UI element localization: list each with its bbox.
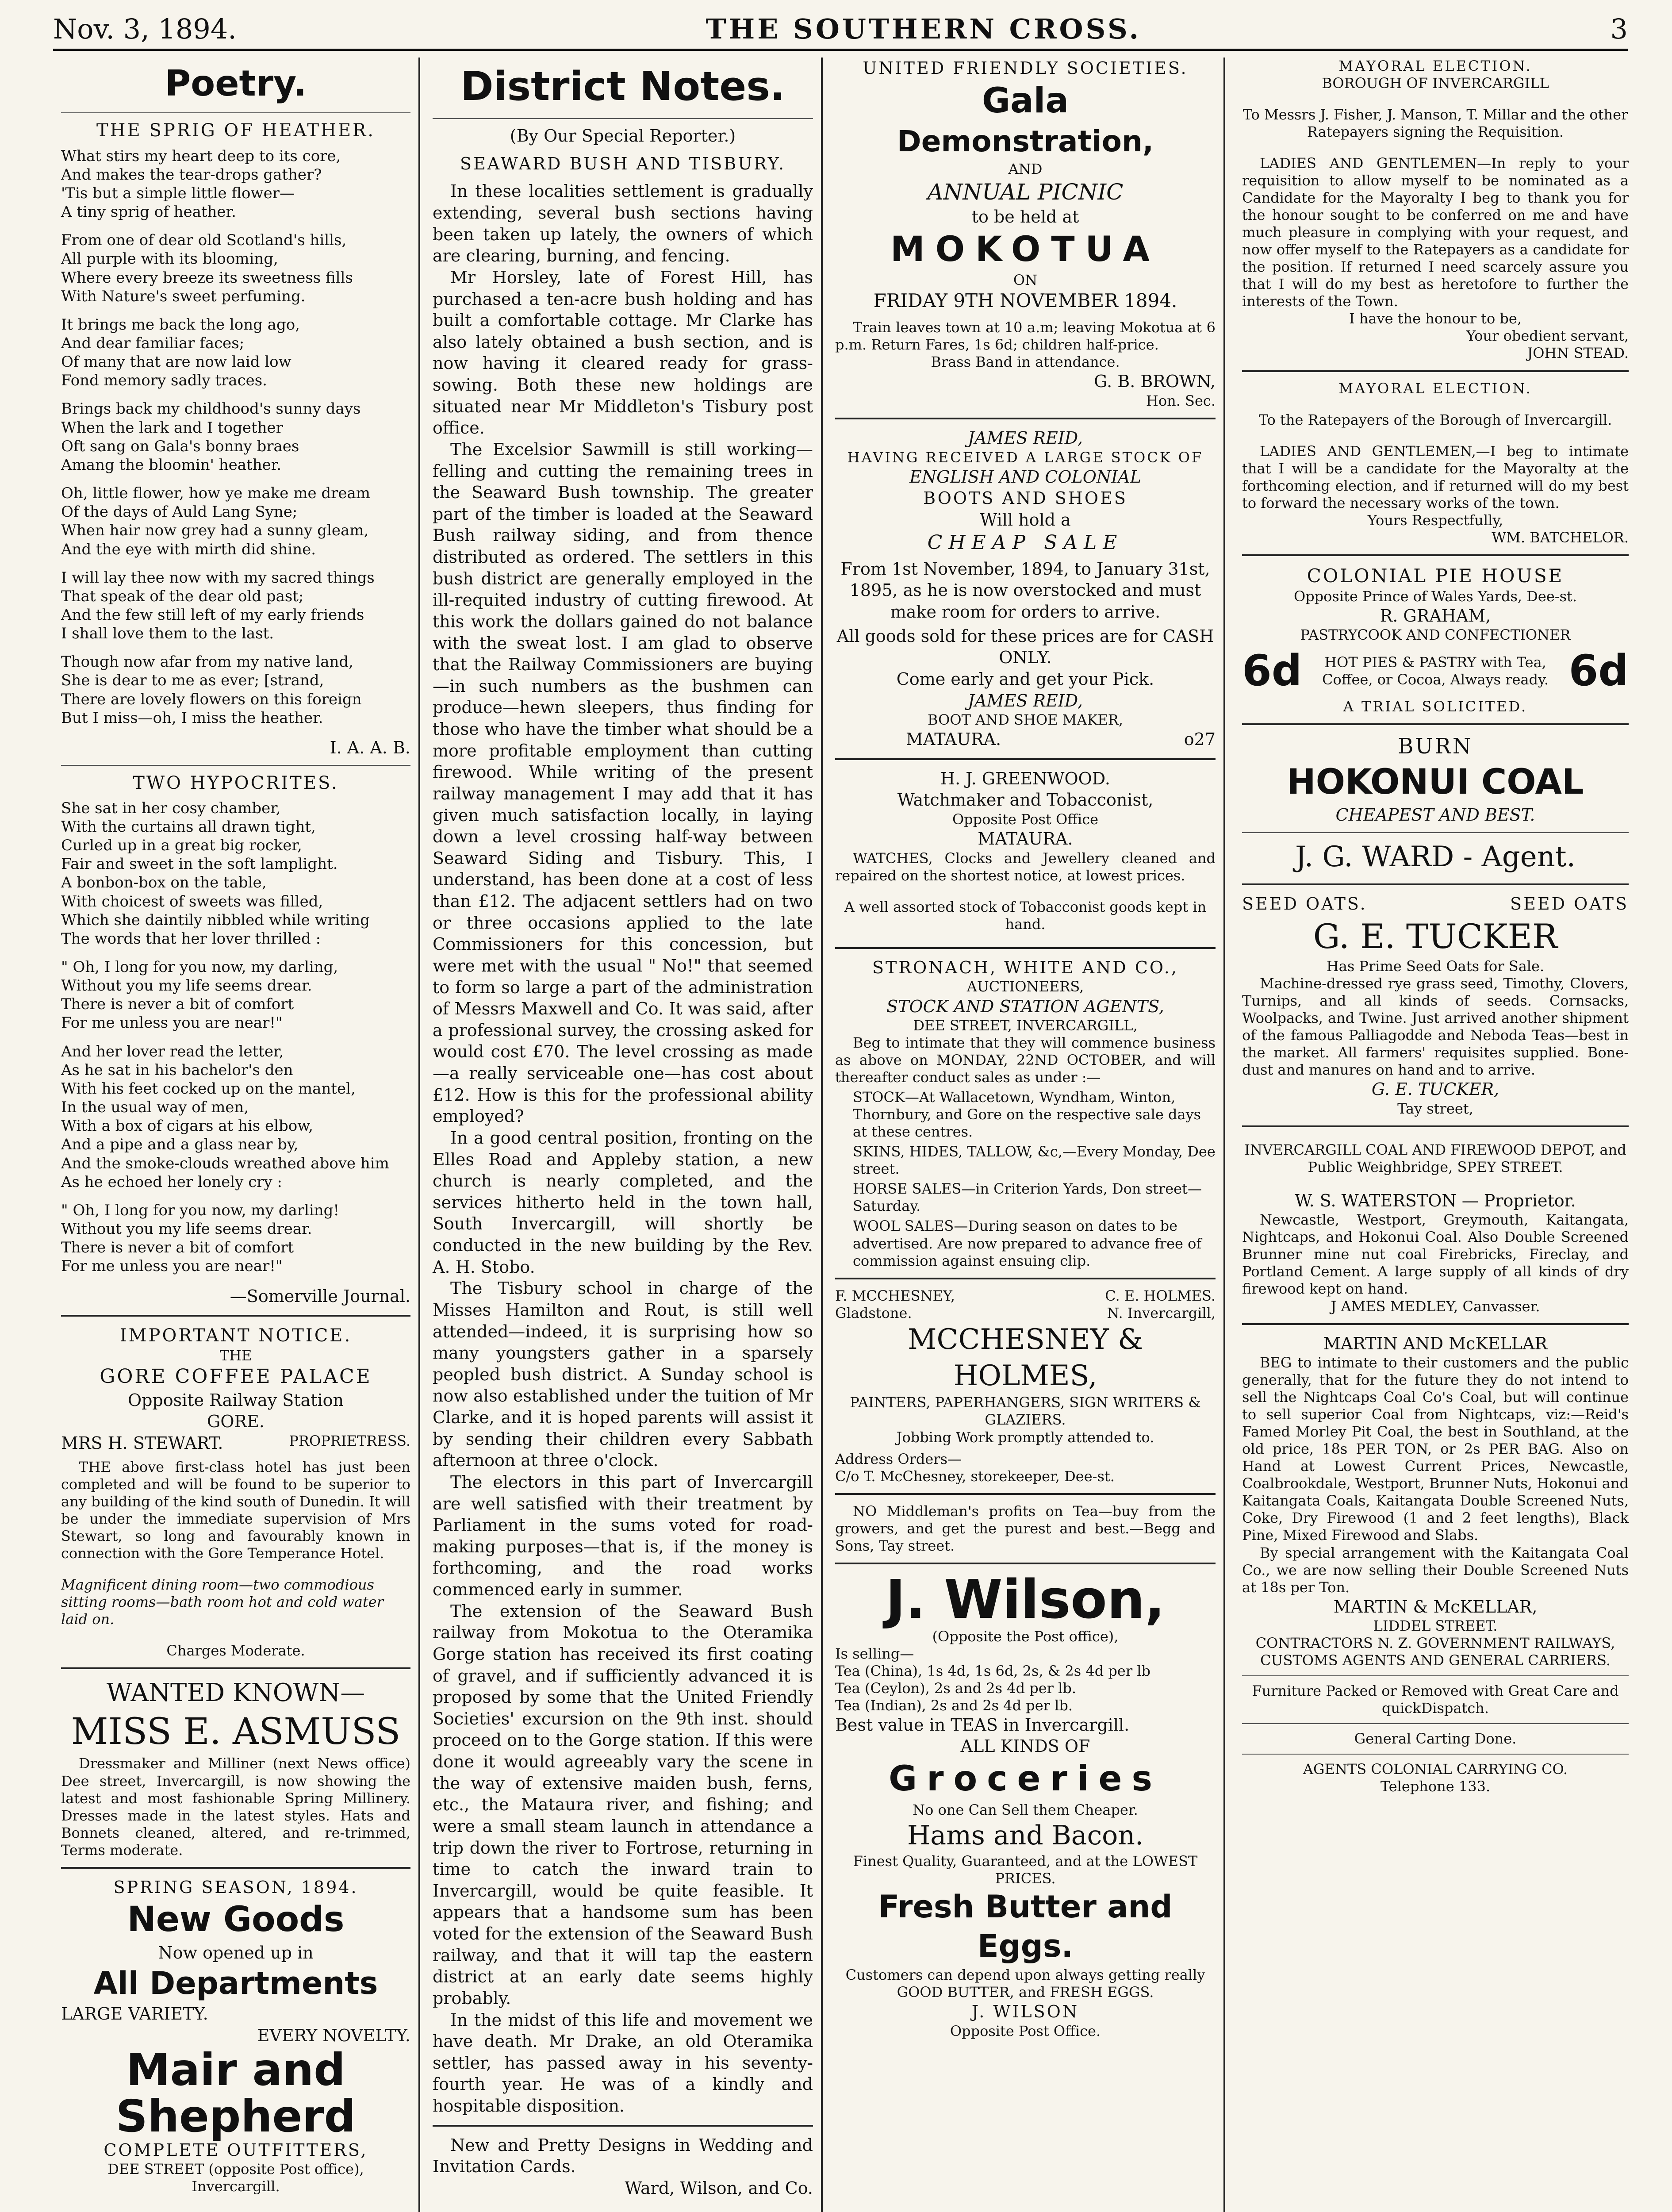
reid-maker: BOOT AND SHOE MAKER, (927, 711, 1124, 729)
poem1-title: THE SPRIG OF HEATHER. (96, 120, 375, 141)
mair-name: Mair and Shepherd (115, 2043, 356, 2142)
coal-cheap: CHEAPEST AND BEST. (1335, 805, 1535, 825)
reid-will: Will hold a (980, 510, 1071, 530)
mm-body2: By special arrangement with the Kaitangata Coal Co., we are now selling their Double Screened Nuts at 18s per Ton. (1242, 1544, 1629, 1596)
tucker-sign: G. E. TUCKER, (1371, 1079, 1499, 1099)
issue-date: Nov. 3, 1894. (53, 12, 237, 45)
poem2-body (61, 799, 410, 1276)
green-town: MATAURA. (978, 829, 1073, 849)
mayor1-honour: I have the honour to be, (1349, 310, 1522, 327)
wilson-all: ALL KINDS OF (960, 1736, 1090, 1756)
poem1-stanza: I will lay thee now with my sacred things That speak of the dear old past; And the few still left of my early friends I shall love them to the last. (61, 568, 375, 643)
reid-head: JAMES REID, (968, 428, 1083, 448)
mayor2-title: MAYORAL ELECTION. (1338, 380, 1532, 397)
poem2-title: TWO HYPOCRITES. (133, 772, 339, 793)
ufs-sec-role: Hon. Sec. (1146, 392, 1216, 409)
mc-left: F. MCCHESNEY, Gladstone. (835, 1287, 955, 1321)
mm-customs: CUSTOMS AGENTS AND GENERAL CARRIERS. (1260, 1652, 1611, 1669)
stron-item: HORSE SALES—in Criterion Yards, Don street—Saturday. (853, 1180, 1202, 1215)
district-paragraph: In the midst of this life and movement we have death. Mr Drake, an old Oteramika settler, has passed away in his seventy-fourth year. He was of a kindly and hospitable disposition. (433, 2010, 813, 2116)
reid-having: HAVING RECEIVED A LARGE STOCK OF (847, 449, 1204, 466)
green-name: H. J. GREENWOOD. (940, 768, 1110, 788)
stron-street: DEE STREET, INVERCARGILL, (913, 1017, 1138, 1034)
mm-title: MARTIN AND McKELLAR (1323, 1333, 1548, 1353)
poem1-author: I. A. A. B. (330, 737, 410, 757)
reid-come: Come early and get your Pick. (896, 669, 1154, 689)
depot-title: INVERCARGILL COAL AND FIREWOOD DEPOT, and Public Weighbridge, SPEY STREET. (1244, 1141, 1626, 1175)
mc-trade: PAINTERS, PAPERHANGERS, SIGN WRITERS & GLAZIERS. (850, 1394, 1201, 1429)
ufs-date: FRIDAY 9TH NOVEMBER 1894. (873, 290, 1177, 312)
mayor2-body: LADIES AND GENTLEMEN,—I beg to intimate that I will be a candidate for the Mayoralty at the forthcoming election, and if returned will do my best to forward the necessary works of the town. (1242, 442, 1629, 511)
wilson-tea: Tea (Indian), 2s and 2s 4d per lb. (835, 1697, 1073, 1714)
district-paragraph: The Excelsior Sawmill is still working—felling and cutting the remaining trees in the Seaward Bush township. The greater part of the timber is loaded at the Seaward Bush railway siding, and from thence distributed as ordered. The settlers in this bush district are generally employed in the ill-requited industry of cutting firewood. At this work the dollars gained do not balance with the sweat lost. I am glad to observe that the Railway Commissioners are buying—in such numbers as the bushmen can produce—hewn sleepers, thus finding for those who have the timber what should be a more profitable employment than cutting firewood. While writing of the present railway management I may add that it has given much satisfaction locally, in laying down a level crossing half-way between Seaward Siding and Tisbury. This, I understand, has been done at a cost of less than £12. The adjacent settlers had on two or three occasions applied to the late Commissioners for this concession, but were met with the usual " No!" that seemed to form so large a part of the administration of Messrs Maxwell and Co. It was said, after a professional survey, the crossing asked for would cost £70. The level crossing as made—a really serviceable one—has cost about £12. How is this for the professional ability employed? (433, 439, 813, 1126)
seed-row (1242, 893, 1629, 915)
green-opp: Opposite Post Office (952, 811, 1099, 828)
mayor1-name: JOHN STEAD. (1527, 345, 1629, 362)
ward-ad-line: New and Pretty Designs in Wedding and Invitation Cards. (433, 2135, 813, 2177)
mc-names-row (835, 1287, 1216, 1322)
spring-large: LARGE VARIETY. (61, 2004, 208, 2024)
poetry-heading: Poetry. (165, 63, 307, 104)
notice-town: GORE. (207, 1412, 265, 1432)
newspaper-title: THE SOUTHERN CROSS. (706, 12, 1142, 45)
wilson-opp: (Opposite the Post office), (932, 1628, 1119, 1645)
reid-goods: ENGLISH AND COLONIAL (909, 467, 1141, 487)
ufs-band: Brass Band in attendance. (931, 353, 1120, 371)
reid-town: MATAURA. (906, 730, 1001, 749)
mm-street: LIDDEL STREET. (1373, 1617, 1498, 1635)
stron-agents: STOCK AND STATION AGENTS, (886, 996, 1164, 1016)
mayor1-servant: Your obedient servant, (1466, 327, 1629, 345)
poem1-stanza: Though now afar from my native land, She is dear to me as ever; [strand, There are lovely flowers on this foreign But I miss—oh, I miss the heather. (61, 653, 362, 727)
poem1-stanza: Oh, little flower, how ye make me dream Of the days of Auld Lang Syne; When hair now grey had a sunny gleam, And the eye with mirth did shine. (61, 484, 371, 558)
mm-carting: General Carting Done. (1354, 1730, 1517, 1747)
wilson-tea: Tea (China), 1s 4d, 1s 6d, 2s, & 2s 4d per lb (835, 1662, 1151, 1679)
pie-price-right: 6d (1568, 646, 1629, 696)
mc-jobbing: Jobbing Work promptly attended to. (896, 1429, 1154, 1446)
notice-rooms: Magnificent dining room—two commodious sitting rooms—bath room hot and cold water laid on. (61, 1576, 383, 1628)
tucker-sub: Has Prime Seed Oats for Sale. (1326, 957, 1545, 975)
pie-price-left: 6d (1242, 646, 1302, 696)
column-4 (1234, 58, 1637, 2212)
green-role: Watchmaker and Tobacconist, (897, 790, 1154, 810)
spring-goods: New Goods (127, 1900, 345, 1940)
stron-title: STRONACH, WHITE AND CO., (872, 957, 1178, 977)
spring-title: SPRING SEASON, 1894. (113, 1877, 358, 1897)
poem2-stanza: She sat in her cosy chamber, With the curtains all drawn tight, Curled up in a great big rocker, Fair and sweet in the soft lamplight. A bonbon-box on the table, With choicest of sweets was filled, Which she daintily nibbled while writing The words that her lover thrilled : (61, 799, 370, 948)
reid-town-row (835, 729, 1216, 750)
green-body: WATCHES, Clocks and Jewellery cleaned and repaired on the shortest notice, at lowest prices. (835, 849, 1216, 884)
ufs-train: Train leaves town at 10 a.m; leaving Mokotua at 6 p.m. Return Fares, 1s 6d; children half-price. (835, 319, 1216, 353)
poem2-stanza: " Oh, I long for you now, my darling! Without you my life seems drear. There is never a bit of comfort For me unless you are near!" (61, 1201, 340, 1275)
pie-hot: HOT PIES & PASTRY with Tea, Coffee, or Cocoa, Always ready. (1322, 653, 1549, 688)
tucker-head: G. E. TUCKER (1313, 916, 1558, 956)
stron-item: STOCK—At Wallacetown, Wyndham, Winton, Thornbury, and Gore on the respective sale days at these centres. (853, 1089, 1201, 1141)
mayor2-to: To the Ratepayers of the Borough of Invercargill. (1258, 411, 1612, 428)
pie-opp: Opposite Prince of Wales Yards, Dee-st. (1293, 588, 1577, 605)
mm-phone: Telephone 133. (1380, 1778, 1491, 1795)
mair-town: Invercargill. (192, 2178, 280, 2195)
district-paragraph: The Tisbury school in charge of the Misses Hamilton and Rout, is still well attended—indeed, it is surprising how so many youngsters gather in a sparsely peopled bush district. A Sunday school is now also established under the tuition of Mr Clarke, and it is hoped parents will assist it by sending their children every Sabbath afternoon at three o'clock. (433, 1279, 813, 1471)
district-paragraph: In a good central position, fronting on the Elles Road and Appleby station, a new church is nearly completed, and the services hitherto held in the town hall, South Invercargill, will shortly be conducted in the new building by the Rev. A. H. Stobo. (433, 1128, 813, 1277)
district-paragraph: The electors in this part of Invercargill are well satisfied with their treatment by Parliament in the sums voted for road-making purposes—that is, if the money is forthcoming, and the road works commenced early in summer. (433, 1472, 813, 1600)
mair-street: DEE STREET (opposite Post office), (107, 2161, 364, 2178)
mc-name: MCCHESNEY & HOLMES, (907, 1323, 1143, 1392)
mayor1-body: LADIES AND GENTLEMEN—In reply to your requisition to allow myself to be nominated as a Candidate for the Mayoralty I beg to thank you for the honour sought to be conferred on me and have much pleasure in complying with your request, and now offer myself to the Ratepayers as a candidate for the position. If returned I need scarcely assure you that I will do my best as heretofore to further the interests of the Town. (1242, 155, 1629, 310)
poem1-stanza: What stirs my heart deep to its core, And makes the tear-drops gather? 'Tis but a simple little flower— A tiny sprig of heather. (61, 147, 341, 221)
poem2-stanza: And her lover read the letter, As he sat in his bachelor's den With his feet cocked up on the mantel, In the usual way of men, With a box of cigars at his elbow, And a pipe and a glass near by, And the smoke-clouds wreathed above him As he echoed her lonely cry : (61, 1042, 389, 1191)
reid-sale: CHEAP SALE (927, 531, 1124, 554)
wilson-fresh: Fresh Butter and Eggs. (878, 1888, 1173, 1965)
mair-outfit: COMPLETE OUTFITTERS, (104, 2140, 368, 2160)
wilson-finest: Finest Quality, Guaranteed, and at the LOWEST PRICES. (853, 1852, 1198, 1887)
stron-item: WOOL SALES—During season on dates to be advertised. Are now prepared to advance free of commission against ensuing clip. (853, 1217, 1202, 1269)
tea-body: NO Middleman's profits on Tea—buy from the growers, and get the purest and best.—Begg and Sons, Tay street. (835, 1502, 1216, 1554)
district-paragraph: The extension of the Seaward Bush railway from Mokotua to the Oteramika Gorge station has received its first coating of gravel, and if sufficiently advanced it is proposed by some that the United Friendly Societies' excursion on the 9th inst. should proceed on to the Gorge station. If this were done it would agreeably vary the scene in the way of extensive maiden bush, ferns, etc., the Mataura river, and fishing; and were a small steam launch in attendance a trip down the river to Fortrose, returning in time to catch the inward train to Invercargill, would be quite feasible. It appears that a handsome sum has been voted for the extension of the Seaward Bush railway, and that it will tap the eastern district at an early date seems highly probably. (433, 1601, 813, 2008)
pie-trade: PASTRYCOOK AND CONFECTIONER (1300, 626, 1571, 644)
ward-ad-name: Ward, Wilson, and Co. (625, 2178, 813, 2198)
wilson-tea: Tea (Ceylon), 2s and 2s 4d per lb. (835, 1679, 1077, 1697)
ufs-place: MOKOTUA (890, 229, 1160, 269)
spring-every: EVERY NOVELTY. (257, 2025, 410, 2045)
pie-name: R. GRAHAM, (1380, 606, 1491, 626)
asmuss-wanted: WANTED KNOWN— (106, 1678, 365, 1707)
tucker-street: Tay street, (1397, 1100, 1473, 1117)
district-paragraph: Mr Horsley, late of Forest Hill, has purchased a ten-acre bush holding and has built a comfortable cottage. Mr Clarke has also lately obtained a bush section, and is now having it cleared ready for grass-sowing. Both these new holdings are situated near Mr Middleton's Tisbury post office. (433, 267, 813, 438)
district-byline: (By Our Special Reporter.) (510, 126, 736, 146)
notice-owner-role: PROPRIETRESS. (289, 1432, 410, 1449)
green-stock: A well assorted stock of Tobacconist goods kept in hand. (844, 898, 1207, 933)
spring-open: Now opened up in (158, 1943, 314, 1963)
poem1-body (61, 147, 410, 727)
column-2 (425, 58, 823, 2212)
pie-price-row (1242, 644, 1629, 698)
mayor1-title: MAYORAL ELECTION. (1338, 58, 1532, 74)
notice-the: THE (219, 1347, 252, 1364)
mayor1-to: To Messrs J. Fisher, J. Manson, T. Millar and the other Ratepayers signing the Requisition. (1242, 106, 1628, 141)
mm-agents: AGENTS COLONIAL CARRYING CO. (1303, 1761, 1568, 1778)
seed-right: SEED OATS (1510, 894, 1629, 914)
coal-name: HOKONUI COAL (1287, 762, 1584, 802)
mm-furniture: Furniture Packed or Removed with Great Care and quickDispatch. (1252, 1682, 1619, 1717)
mayor1-borough: BOROUGH OF INVERCARGILL (1322, 75, 1549, 92)
mc-right: C. E. HOLMES. N. Invercargill, (1105, 1287, 1216, 1321)
poem1-stanza: From one of dear old Scotland's hills, All purple with its blooming, Where every breeze its sweetness fills With Nature's sweet perfuming. (61, 231, 353, 305)
seed-left: SEED OATS. (1242, 894, 1367, 914)
mm-contractors: CONTRACTORS N. Z. GOVERNMENT RAILWAYS, (1255, 1635, 1615, 1652)
ufs-on: ON (1013, 272, 1038, 289)
notice-owner: MRS H. STEWART. (61, 1433, 223, 1453)
mm-sign: MARTIN & McKELLAR, (1333, 1597, 1538, 1617)
stron-intro: Beg to intimate that they will commence business as above on MONDAY, 22ND OCTOBER, and will thereafter conduct sales as under :— (835, 1034, 1216, 1086)
notice-title: IMPORTANT NOTICE. (119, 1325, 352, 1346)
notice-location: Opposite Railway Station (127, 1390, 344, 1410)
column-3 (827, 58, 1225, 2212)
reid-sign: JAMES REID, (968, 691, 1083, 710)
wilson-groceries: Groceries (889, 1759, 1162, 1799)
pie-trial: A TRIAL SOLICITED. (1343, 698, 1528, 715)
ufs-and: AND (1008, 160, 1043, 177)
mc-address: Address Orders— (835, 1450, 962, 1467)
mc-addr2: C/o T. McChesney, storekeeper, Dee-st. (835, 1467, 1115, 1485)
spring-all: All Departments (93, 1965, 378, 2001)
coal-burn: BURN (1398, 734, 1473, 759)
reid-code: o27 (1184, 730, 1216, 749)
depot-body: Newcastle, Westport, Greymouth, Kaitangata, Nightcaps, and Hokonui Coal. Also Double Screened Brunner mine nut coal Firebricks, Fireclay, and Portland Cement. A large supply of all kinds of dry firewood kept on hand. (1242, 1211, 1629, 1298)
ufs-demo: Demonstration, (897, 124, 1154, 159)
wilson-opp2: Opposite Post Office. (950, 2022, 1101, 2039)
district-subhead: SEAWARD BUSH AND TISBURY. (460, 154, 786, 173)
reid-boots: BOOTS AND SHOES (923, 488, 1127, 508)
poem1-stanza: It brings me back the long ago, And dear familiar faces; Of many that are now laid low Fond memory sadly traces. (61, 315, 300, 390)
depot-canvasser: J AMES MEDLEY, Canvasser. (1331, 1298, 1540, 1315)
depot-prop: W. S. WATERSTON — Proprietor. (1295, 1190, 1576, 1210)
notice-body: THE above first-class hotel has just been completed and will be found to be superior to any building of the kind south of Dunedin. It will be under the immediate supervision of Mrs Stewart, so long and favourably known in connection with the Gore Temperance Hotel. (61, 1458, 410, 1562)
stron-item: SKINS, HIDES, TALLOW, &c,—Every Monday, Dee street. (853, 1143, 1216, 1178)
district-paragraph: In these localities settlement is gradually extending, several bush sections having been taken up lately, the owners of which are clearing, burning, and fencing. (433, 181, 813, 266)
notice-owner-row (61, 1432, 410, 1454)
wilson-customers: Customers can depend upon always getting really GOOD BUTTER, and FRESH EGGS. (845, 1966, 1205, 2001)
asmuss-name: MISS E. ASMUSS (71, 1710, 401, 1753)
tucker-body: Machine-dressed rye grass seed, Timothy, Clovers, Turnips, and all kinds of seeds. Cornsacks, Woolpacks, and Twine. Just arrived another shipment of the famous Palliagodde and Neboda Teas—best in the market. All farmers' requisites supplied. Bone-dust and manures on hand and to arrive. (1242, 975, 1629, 1078)
coal-agent: J. G. WARD - Agent. (1295, 840, 1576, 873)
mayor2-name: WM. BATCHELOR. (1492, 529, 1629, 546)
wilson-sign: J. WILSON (971, 2002, 1079, 2022)
wilson-hams: Hams and Bacon. (907, 1820, 1144, 1851)
wilson-best: Best value in TEAS in Invercargill. (835, 1715, 1130, 1735)
notice-name: GORE COFFEE PALACE (100, 1365, 372, 1388)
district-notes-heading: District Notes. (460, 63, 786, 110)
masthead (53, 9, 1628, 51)
poem2-stanza: " Oh, I long for you now, my darling, Without you my life seems drear. There is never a bit of comfort For me unless you are near!" (61, 958, 338, 1032)
notice-charges: Charges Moderate. (166, 1642, 305, 1659)
poem2-source: —Somerville Journal. (230, 1286, 410, 1306)
wilson-noone: No one Can Sell them Cheaper. (913, 1801, 1138, 1818)
ufs-title: UNITED FRIENDLY SOCIETIES. (863, 58, 1188, 78)
stron-list (835, 1089, 1216, 1269)
ufs-gala: Gala (982, 81, 1069, 121)
stron-auct: AUCTIONEERS, (966, 978, 1084, 995)
ufs-picnic: ANNUAL PICNIC (927, 179, 1124, 205)
asmuss-body: Dressmaker and Milliner (next News office) Dee street, Invercargill, is now showing the latest and most fashionable Spring Millinery. Dresses made in the latest styles. Hats and Bonnets cleaned, altered, and re-trimmed, Terms moderate. (61, 1755, 410, 1859)
reid-from: From 1st November, 1894, to January 31st, 1895, as he is now overstocked and must make room for orders to arrive. (840, 559, 1210, 622)
page-number: 3 (1610, 12, 1628, 45)
wilson-selling: Is selling— (835, 1645, 914, 1662)
poem1-stanza: Brings back my childhood's sunny days When the lark and I together Oft sang on Gala's bonny braes Amang the bloomin' heather. (61, 400, 361, 474)
pie-title: COLONIAL PIE HOUSE (1307, 565, 1564, 587)
ufs-sec-name: G. B. BROWN, (1094, 372, 1216, 392)
ufs-held: to be held at (971, 207, 1079, 227)
wilson-name: J. Wilson, (886, 1569, 1165, 1631)
mm-body: BEG to intimate to their customers and the public generally, that for the future they do not intend to sell the Nightcaps Coal Co's Coal, but will continue to sell superior Coal from Nightcaps, viz:—Reid's Famed Morley Pit Coal, the best in Southland, at the old price, 18s PER TON, or 2s PER BAG. Also on Hand at Lowest Current Prices, Newcastle, Coalbrookdale, Westport, Brunner Nuts, Hokonui and Kaitangata Coals, Kaitangata Double Screened Nuts, Coke, Dry Firewood (1 and 2 feet lengths), Black Pine, Mixed Firewood and Slabs. (1242, 1354, 1629, 1544)
column-1 (53, 58, 420, 2212)
reid-cash: All goods sold for these prices are for CASH ONLY. (836, 626, 1214, 668)
mayor2-yours: Yours Respectfully, (1367, 511, 1503, 529)
